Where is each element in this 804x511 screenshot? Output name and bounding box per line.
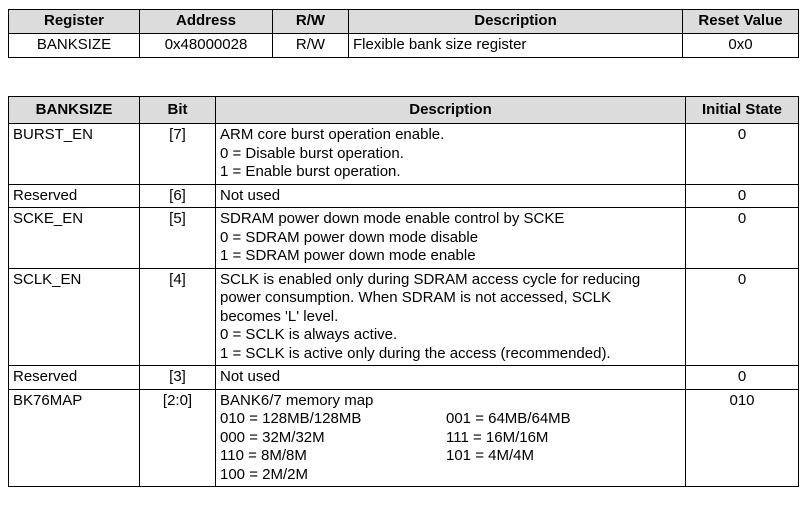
map-entry: 101 = 4M/4M	[446, 447, 534, 464]
map-entry: 000 = 32M/32M	[220, 428, 325, 446]
field-description	[216, 389, 686, 487]
field-bit: [3]	[140, 366, 216, 390]
field-description	[216, 268, 686, 366]
field-bit: [6]	[140, 184, 216, 208]
description-line: ARM core burst operation enable.	[220, 126, 445, 143]
field-bit: [2:0]	[140, 389, 216, 487]
header-banksize: BANKSIZE	[9, 97, 140, 124]
header-reset-value: Reset Value	[683, 10, 799, 34]
summary-header-row	[9, 10, 799, 34]
field-initial-state: 0	[686, 268, 799, 366]
field-bit: [4]	[140, 268, 216, 366]
description-line: BANK6/7 memory map	[220, 391, 374, 409]
description-line: SCLK is enabled only during SDRAM access cycle for reducing	[220, 270, 641, 288]
map-entry: 001 = 64MB/64MB	[446, 410, 571, 427]
map-entry: 110 = 8M/8M	[220, 447, 307, 464]
map-entry: 100 = 2M/2M	[220, 465, 308, 483]
field-initial-state: 010	[686, 389, 799, 487]
description-line: Not used	[220, 368, 281, 385]
table-row	[9, 34, 799, 58]
description-line: 0 = SDRAM power down mode disable	[220, 228, 479, 246]
field-description	[216, 184, 686, 208]
header-description: Description	[349, 10, 683, 34]
header-bit-description: Description	[216, 97, 686, 124]
field-description	[216, 366, 686, 390]
bit-field-table	[8, 96, 799, 487]
memory-map-grid	[220, 410, 681, 484]
header-address: Address	[140, 10, 273, 34]
map-entry	[446, 466, 646, 485]
bits-header-row	[9, 97, 799, 124]
field-bit: [7]	[140, 124, 216, 185]
description-line: 1 = SDRAM power down mode enable	[220, 247, 476, 264]
field-initial-state: 0	[686, 124, 799, 185]
description-line: 0 = Disable burst operation.	[220, 144, 404, 162]
field-bit: [5]	[140, 208, 216, 269]
header-rw: R/W	[273, 10, 349, 34]
field-name: BURST_EN	[9, 124, 140, 185]
field-name: SCKE_EN	[9, 208, 140, 269]
header-register: Register	[9, 10, 140, 34]
table-row	[9, 389, 799, 487]
header-initial-state: Initial State	[686, 97, 799, 124]
table-row	[9, 124, 799, 185]
field-description	[216, 124, 686, 185]
field-description	[216, 208, 686, 269]
field-initial-state: 0	[686, 208, 799, 269]
description-line: SDRAM power down mode enable control by SCKE	[220, 210, 565, 227]
field-name: Reserved	[9, 366, 140, 390]
register-description: Flexible bank size register	[349, 34, 683, 58]
table-row	[9, 366, 799, 390]
register-name: BANKSIZE	[9, 34, 140, 58]
field-name: Reserved	[9, 184, 140, 208]
table-row	[9, 184, 799, 208]
register-reset-value: 0x0	[683, 34, 799, 58]
description-line: power consumption. When SDRAM is not accessed, SCLK	[220, 289, 612, 306]
field-initial-state: 0	[686, 184, 799, 208]
field-initial-state: 0	[686, 366, 799, 390]
map-entry: 010 = 128MB/128MB	[220, 410, 362, 427]
field-name: BK76MAP	[9, 389, 140, 487]
description-line: 0 = SCLK is always active.	[220, 326, 398, 343]
description-line: becomes 'L' level.	[220, 307, 339, 325]
header-bit: Bit	[140, 97, 216, 124]
description-line: Not used	[220, 186, 281, 204]
table-row	[9, 208, 799, 269]
register-summary-table	[8, 9, 799, 58]
map-entry: 111 = 16M/16M	[446, 428, 549, 446]
description-line: 1 = Enable burst operation.	[220, 163, 401, 180]
field-name: SCLK_EN	[9, 268, 140, 366]
register-address: 0x48000028	[140, 34, 273, 58]
table-row	[9, 268, 799, 366]
description-line: 1 = SCLK is active only during the access (recommended).	[220, 344, 611, 362]
register-rw: R/W	[273, 34, 349, 58]
